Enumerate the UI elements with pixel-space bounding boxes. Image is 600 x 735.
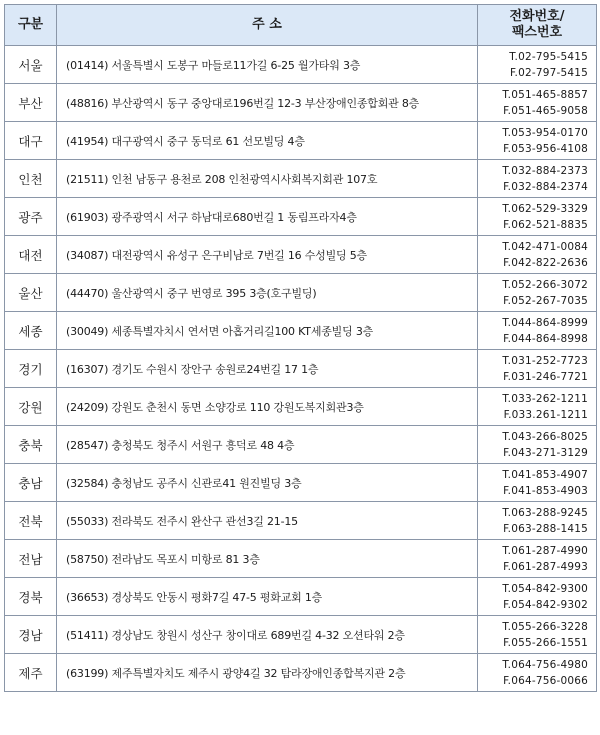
- region-cell: 서울: [5, 46, 57, 84]
- fax-number: F.051-465-9058: [503, 104, 588, 117]
- phone-fax-cell: [478, 654, 597, 692]
- table-row: [5, 274, 597, 312]
- phone-fax-cell: [478, 160, 597, 198]
- region-cell: 강원: [5, 388, 57, 426]
- table-row: [5, 122, 597, 160]
- table-row: [5, 540, 597, 578]
- address-cell: (28547) 충청북도 청주시 서원구 흥덕로 48 4층: [57, 426, 478, 464]
- phone-fax-cell: [478, 198, 597, 236]
- region-cell: 충남: [5, 464, 57, 502]
- phone-fax-cell: [478, 84, 597, 122]
- office-directory-table: [4, 4, 597, 692]
- table-row: [5, 84, 597, 122]
- phone-fax-cell: [478, 502, 597, 540]
- table-row: [5, 236, 597, 274]
- phone-fax-cell: [478, 426, 597, 464]
- table-body: [5, 46, 597, 692]
- phone-fax-cell: [478, 46, 597, 84]
- telephone-number: T.053-954-0170: [502, 126, 588, 139]
- address-cell: (51411) 경상남도 창원시 성산구 창이대로 689번길 4-32 오션타워 2층: [57, 616, 478, 654]
- telephone-number: T.052-266-3072: [502, 278, 588, 291]
- phone-fax-cell: [478, 388, 597, 426]
- phone-fax-cell: [478, 312, 597, 350]
- region-cell: 전북: [5, 502, 57, 540]
- table-row: [5, 616, 597, 654]
- header-phone-line2: 팩스번호: [511, 25, 563, 40]
- table-row: [5, 198, 597, 236]
- fax-number: F.061-287-4993: [503, 560, 588, 573]
- address-cell: (16307) 경기도 수원시 장안구 송원로24번길 17 1층: [57, 350, 478, 388]
- region-cell: 대전: [5, 236, 57, 274]
- fax-number: F.044-864-8998: [503, 332, 588, 345]
- address-cell: (24209) 강원도 춘천시 동면 소양강로 110 강원도복지회관3층: [57, 388, 478, 426]
- phone-fax-cell: [478, 464, 597, 502]
- header-address: 주 소: [57, 5, 478, 46]
- header-phone: [478, 5, 597, 46]
- telephone-number: T.043-266-8025: [502, 430, 588, 443]
- telephone-number: T.062-529-3329: [502, 202, 588, 215]
- fax-number: F.064-756-0066: [503, 674, 588, 687]
- table-row: [5, 464, 597, 502]
- fax-number: F.062-521-8835: [503, 218, 588, 231]
- telephone-number: T.054-842-9300: [502, 582, 588, 595]
- address-cell: (41954) 대구광역시 중구 동덕로 61 선모빌딩 4층: [57, 122, 478, 160]
- address-cell: (30049) 세종특별자치시 연서면 아홉거리길100 KT세종빌딩 3층: [57, 312, 478, 350]
- table-row: [5, 160, 597, 198]
- header-phone-line1: 전화번호/: [509, 9, 565, 24]
- phone-fax-cell: [478, 616, 597, 654]
- region-cell: 광주: [5, 198, 57, 236]
- telephone-number: T.041-853-4907: [502, 468, 588, 481]
- phone-fax-cell: [478, 274, 597, 312]
- address-cell: (58750) 전라남도 목포시 미항로 81 3층: [57, 540, 478, 578]
- table-row: [5, 426, 597, 464]
- address-cell: (21511) 인천 남동구 용천로 208 인천광역시사회복지회관 107호: [57, 160, 478, 198]
- region-cell: 세종: [5, 312, 57, 350]
- telephone-number: T.042-471-0084: [502, 240, 588, 253]
- address-cell: (32584) 충청남도 공주시 신관로41 원진빌딩 3층: [57, 464, 478, 502]
- fax-number: F.055-266-1551: [503, 636, 588, 649]
- phone-fax-cell: [478, 540, 597, 578]
- fax-number: F.041-853-4903: [503, 484, 588, 497]
- phone-fax-cell: [478, 578, 597, 616]
- phone-fax-cell: [478, 122, 597, 160]
- fax-number: F.054-842-9302: [503, 598, 588, 611]
- phone-fax-cell: [478, 236, 597, 274]
- table-header: [5, 5, 597, 46]
- region-cell: 경북: [5, 578, 57, 616]
- fax-number: F.031-246-7721: [503, 370, 588, 383]
- fax-number: F.063-288-1415: [503, 522, 588, 535]
- region-cell: 경남: [5, 616, 57, 654]
- table-row: [5, 578, 597, 616]
- region-cell: 제주: [5, 654, 57, 692]
- telephone-number: T.044-864-8999: [502, 316, 588, 329]
- header-row: [5, 5, 597, 46]
- region-cell: 울산: [5, 274, 57, 312]
- table-row: [5, 502, 597, 540]
- telephone-number: T.02-795-5415: [509, 50, 588, 63]
- telephone-number: T.032-884-2373: [502, 164, 588, 177]
- region-cell: 대구: [5, 122, 57, 160]
- address-cell: (48816) 부산광역시 동구 중앙대로196번길 12-3 부산장애인종합회관 8층: [57, 84, 478, 122]
- telephone-number: T.064-756-4980: [502, 658, 588, 671]
- region-cell: 전남: [5, 540, 57, 578]
- fax-number: F.032-884-2374: [503, 180, 588, 193]
- telephone-number: T.031-252-7723: [502, 354, 588, 367]
- fax-number: F.033.261-1211: [503, 408, 588, 421]
- table-row: [5, 350, 597, 388]
- fax-number: F.042-822-2636: [503, 256, 588, 269]
- telephone-number: T.063-288-9245: [502, 506, 588, 519]
- table-row: [5, 388, 597, 426]
- address-cell: (44470) 울산광역시 중구 번영로 395 3층(호구빌딩): [57, 274, 478, 312]
- region-cell: 경기: [5, 350, 57, 388]
- table-row: [5, 312, 597, 350]
- telephone-number: T.033-262-1211: [502, 392, 588, 405]
- phone-fax-cell: [478, 350, 597, 388]
- address-cell: (61903) 광주광역시 서구 하남대로680번길 1 동림프라자4층: [57, 198, 478, 236]
- telephone-number: T.055-266-3228: [502, 620, 588, 633]
- address-cell: (55033) 전라북도 전주시 완산구 관선3길 21-15: [57, 502, 478, 540]
- fax-number: F.053-956-4108: [503, 142, 588, 155]
- table-row: [5, 46, 597, 84]
- address-cell: (01414) 서울특별시 도봉구 마들로11가길 6-25 월가타워 3층: [57, 46, 478, 84]
- region-cell: 인천: [5, 160, 57, 198]
- header-region: 구분: [5, 5, 57, 46]
- address-cell: (63199) 제주특별자치도 제주시 광양4길 32 탐라장애인종합복지관 2층: [57, 654, 478, 692]
- telephone-number: T.051-465-8857: [502, 88, 588, 101]
- region-cell: 부산: [5, 84, 57, 122]
- address-cell: (36653) 경상북도 안동시 평화7길 47-5 평화교회 1층: [57, 578, 478, 616]
- region-cell: 충북: [5, 426, 57, 464]
- fax-number: F.043-271-3129: [503, 446, 588, 459]
- fax-number: F.02-797-5415: [510, 66, 588, 79]
- fax-number: F.052-267-7035: [503, 294, 588, 307]
- table-row: [5, 654, 597, 692]
- address-cell: (34087) 대전광역시 유성구 은구비남로 7번길 16 수성빌딩 5층: [57, 236, 478, 274]
- telephone-number: T.061-287-4990: [502, 544, 588, 557]
